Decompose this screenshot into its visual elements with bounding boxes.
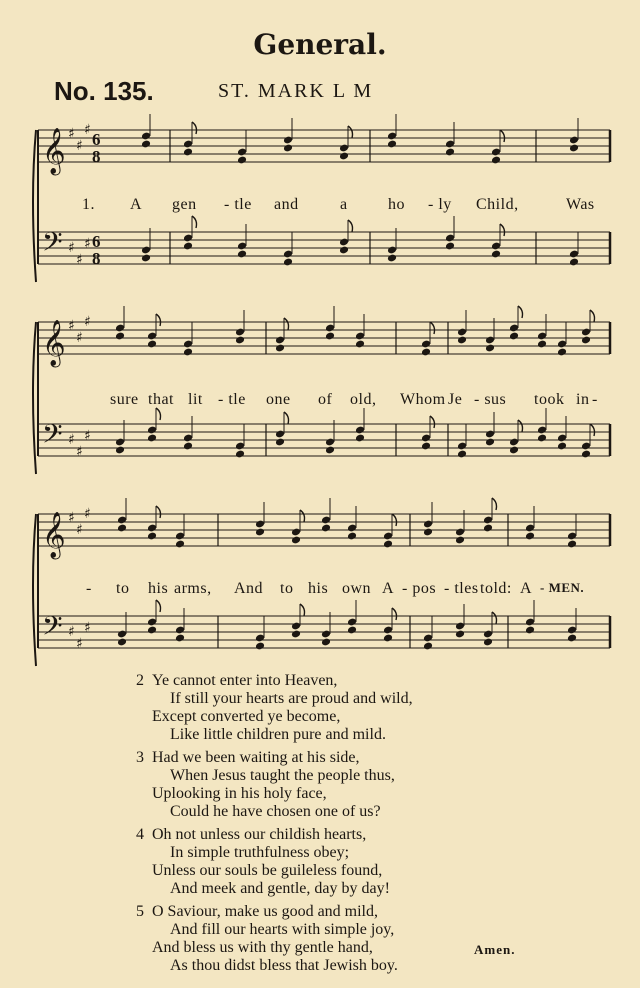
note-flag xyxy=(156,506,161,518)
tune-name: ST. MARK L M xyxy=(218,80,374,102)
time-signature-top: 6 xyxy=(92,130,101,149)
note-head xyxy=(567,634,577,643)
sharp-sign: ♯ xyxy=(84,620,91,636)
note-head xyxy=(509,332,519,341)
syllable: - tles xyxy=(444,580,479,597)
note-head xyxy=(457,336,467,345)
sharp-sign: ♯ xyxy=(84,236,91,252)
sharp-sign: ♯ xyxy=(76,138,83,154)
note-flag xyxy=(500,224,505,236)
note-head xyxy=(147,532,157,541)
sharp-sign: ♯ xyxy=(68,318,75,334)
note-head xyxy=(347,532,357,541)
verse-line: Uplooking in his holy face, xyxy=(152,785,327,802)
time-signature-bottom: 8 xyxy=(92,249,101,268)
note-flag xyxy=(300,510,305,522)
sharp-sign: ♯ xyxy=(68,432,75,448)
note-head xyxy=(567,540,577,549)
sharp-sign: ♯ xyxy=(68,126,75,142)
note-head xyxy=(383,540,393,549)
verse-line: Oh not unless our childish hearts, xyxy=(152,826,367,843)
syllable: Je xyxy=(448,391,463,408)
note-flag xyxy=(518,420,523,432)
verse-line: Unless our souls be guileless found, xyxy=(152,862,383,879)
note-flag xyxy=(590,424,595,436)
syllable: And xyxy=(234,580,264,597)
note-head xyxy=(355,340,365,349)
syllable: lit xyxy=(188,391,203,408)
syllable: A xyxy=(382,580,395,597)
note-head xyxy=(421,442,431,451)
verse-line: Except converted ye become, xyxy=(152,708,341,725)
verse-line: Could he have chosen one of us? xyxy=(170,803,381,820)
sharp-sign: ♯ xyxy=(84,122,91,138)
verse-5 xyxy=(136,903,556,975)
note-head xyxy=(355,434,365,443)
note-head xyxy=(421,348,431,357)
syllable: gen xyxy=(172,196,197,213)
lyric-line-2 xyxy=(30,391,620,411)
syllable: told: xyxy=(480,580,512,597)
syllable: A xyxy=(520,580,533,597)
note-head xyxy=(321,524,331,533)
note-head xyxy=(141,140,151,149)
note-head xyxy=(581,336,591,345)
music-system-1 xyxy=(30,112,620,284)
note-head xyxy=(457,450,467,459)
syllable: - ly xyxy=(428,196,452,213)
note-head xyxy=(445,148,455,157)
note-flag xyxy=(348,220,353,232)
syllable: arms, xyxy=(174,580,212,597)
syllable: A xyxy=(130,196,143,213)
note-flag xyxy=(392,514,397,526)
lyric-line-3 xyxy=(30,580,620,600)
verse-line: And fill our hearts with simple joy, xyxy=(170,921,395,938)
note-head xyxy=(147,340,157,349)
note-head xyxy=(147,626,157,635)
note-head xyxy=(141,254,151,263)
note-head xyxy=(255,642,265,651)
syllable: Child, xyxy=(476,196,519,213)
verse-line: In simple truthfulness obey; xyxy=(170,844,350,861)
note-head xyxy=(183,348,193,357)
syllable: - xyxy=(86,580,92,597)
note-head xyxy=(557,348,567,357)
music-system-2 xyxy=(30,304,620,476)
verse-line: Like little children pure and mild. xyxy=(170,726,386,743)
note-head xyxy=(483,524,493,533)
note-head xyxy=(423,642,433,651)
note-head xyxy=(115,332,125,341)
note-head xyxy=(235,450,245,459)
note-flag xyxy=(500,130,505,142)
sharp-sign: ♯ xyxy=(84,428,91,444)
treble-clef: 𝄞 xyxy=(42,512,66,558)
note-head xyxy=(383,634,393,643)
sharp-sign: ♯ xyxy=(84,506,91,522)
note-head xyxy=(423,528,433,537)
verses-block xyxy=(136,672,556,980)
note-head xyxy=(455,536,465,545)
sharp-sign: ♯ xyxy=(68,510,75,526)
verse-2 xyxy=(136,672,556,744)
note-head xyxy=(485,438,495,447)
note-head xyxy=(291,536,301,545)
sharp-sign: ♯ xyxy=(68,624,75,640)
note-head xyxy=(537,340,547,349)
verse-number: 2 xyxy=(136,672,144,689)
note-head xyxy=(325,332,335,341)
syllable: took xyxy=(534,391,565,408)
time-signature-bottom: 8 xyxy=(92,147,101,166)
syllable: one xyxy=(266,391,291,408)
note-head xyxy=(483,638,493,647)
note-head xyxy=(491,250,501,259)
syllable: - tle xyxy=(224,196,252,213)
sharp-sign: ♯ xyxy=(76,636,83,652)
sharp-sign: ♯ xyxy=(68,240,75,256)
note-head xyxy=(509,446,519,455)
amen-label: Amen. xyxy=(474,942,516,957)
note-head xyxy=(525,626,535,635)
note-head xyxy=(347,626,357,635)
note-flag xyxy=(430,416,435,428)
syllable: ho xyxy=(388,196,405,213)
staff-notation-2 xyxy=(30,304,620,476)
note-head xyxy=(175,540,185,549)
note-flag xyxy=(348,126,353,138)
note-flag xyxy=(518,306,523,318)
note-head xyxy=(525,532,535,541)
note-head xyxy=(387,254,397,263)
note-flag xyxy=(392,608,397,620)
hymn-number: No. 135. xyxy=(54,76,154,106)
note-head xyxy=(115,446,125,455)
note-head xyxy=(117,638,127,647)
syllable: Was xyxy=(566,196,595,213)
sharp-sign: ♯ xyxy=(76,522,83,538)
verse-4 xyxy=(136,826,556,898)
note-head xyxy=(455,630,465,639)
note-flag xyxy=(430,322,435,334)
note-head xyxy=(235,336,245,345)
verse-number: 4 xyxy=(136,826,144,843)
verse-line: If still your hearts are proud and wild, xyxy=(170,690,413,707)
note-flag xyxy=(590,310,595,322)
syllable: - tle xyxy=(218,391,246,408)
note-head xyxy=(321,638,331,647)
section-title: General. xyxy=(253,28,387,61)
note-head xyxy=(537,434,547,443)
treble-clef: 𝄞 xyxy=(42,128,66,174)
bass-clef: 𝄢 xyxy=(42,226,63,264)
syllable: to xyxy=(116,580,130,597)
syllable: - pos xyxy=(402,580,437,597)
note-head xyxy=(275,344,285,353)
note-head xyxy=(117,524,127,533)
note-flag xyxy=(156,600,161,612)
syllable: 1. xyxy=(82,196,95,213)
note-flag xyxy=(192,122,197,134)
syllable: - xyxy=(592,391,598,408)
note-head xyxy=(147,434,157,443)
note-head xyxy=(183,442,193,451)
bass-clef: 𝄢 xyxy=(42,610,63,648)
bass-clef: 𝄢 xyxy=(42,418,63,456)
note-head xyxy=(183,242,193,251)
time-signature-top: 6 xyxy=(92,232,101,251)
syllable: his xyxy=(308,580,329,597)
verse-line: Had we been waiting at his side, xyxy=(152,749,360,766)
note-flag xyxy=(300,604,305,616)
lyric-line-1 xyxy=(30,196,620,216)
syllable: a xyxy=(340,196,348,213)
note-head xyxy=(387,140,397,149)
note-head xyxy=(283,144,293,153)
note-head xyxy=(569,258,579,267)
note-flag xyxy=(192,216,197,228)
note-flag xyxy=(284,318,289,330)
verse-line: And meek and gentle, day by day! xyxy=(170,880,390,897)
note-head xyxy=(291,630,301,639)
verse-line: O Saviour, make us good and mild, xyxy=(152,903,378,920)
note-head xyxy=(255,528,265,537)
note-head xyxy=(275,438,285,447)
note-flag xyxy=(492,612,497,624)
syllable: to xyxy=(280,580,294,597)
syllable: and xyxy=(274,196,299,213)
note-head xyxy=(557,442,567,451)
sharp-sign: ♯ xyxy=(84,314,91,330)
syllable: in xyxy=(576,391,590,408)
note-head xyxy=(175,634,185,643)
note-head xyxy=(237,250,247,259)
music-system-3 xyxy=(30,496,620,668)
syllable: Whom xyxy=(400,391,446,408)
note-head xyxy=(183,148,193,157)
note-head xyxy=(325,446,335,455)
syllable: old, xyxy=(350,391,377,408)
note-flag xyxy=(492,498,497,510)
sharp-sign: ♯ xyxy=(76,444,83,460)
note-flag xyxy=(284,412,289,424)
note-head xyxy=(445,242,455,251)
verse-line: And bless us with thy gentle hand, xyxy=(152,939,373,956)
syllable: his xyxy=(148,580,169,597)
sharp-sign: ♯ xyxy=(76,252,83,268)
note-head xyxy=(485,344,495,353)
syllable: that xyxy=(148,391,174,408)
note-head xyxy=(491,156,501,165)
verse-line: When Jesus taught the people thus, xyxy=(170,767,395,784)
note-head xyxy=(569,144,579,153)
note-head xyxy=(581,450,591,459)
treble-clef: 𝄞 xyxy=(42,320,66,366)
verse-3 xyxy=(136,749,556,821)
syllable: - sus xyxy=(474,391,507,408)
note-flag xyxy=(156,314,161,326)
note-head xyxy=(237,156,247,165)
syllable: - MEN. xyxy=(540,580,585,595)
note-head xyxy=(339,246,349,255)
verse-line: As thou didst bless that Jewish boy. xyxy=(170,957,398,974)
verse-line: Ye cannot enter into Heaven, xyxy=(152,672,338,689)
syllable: sure xyxy=(110,391,139,408)
note-head xyxy=(339,152,349,161)
syllable: own xyxy=(342,580,372,597)
verse-number: 3 xyxy=(136,749,144,766)
verse-number: 5 xyxy=(136,903,144,920)
syllable: of xyxy=(318,391,333,408)
sharp-sign: ♯ xyxy=(76,330,83,346)
note-head xyxy=(283,258,293,267)
